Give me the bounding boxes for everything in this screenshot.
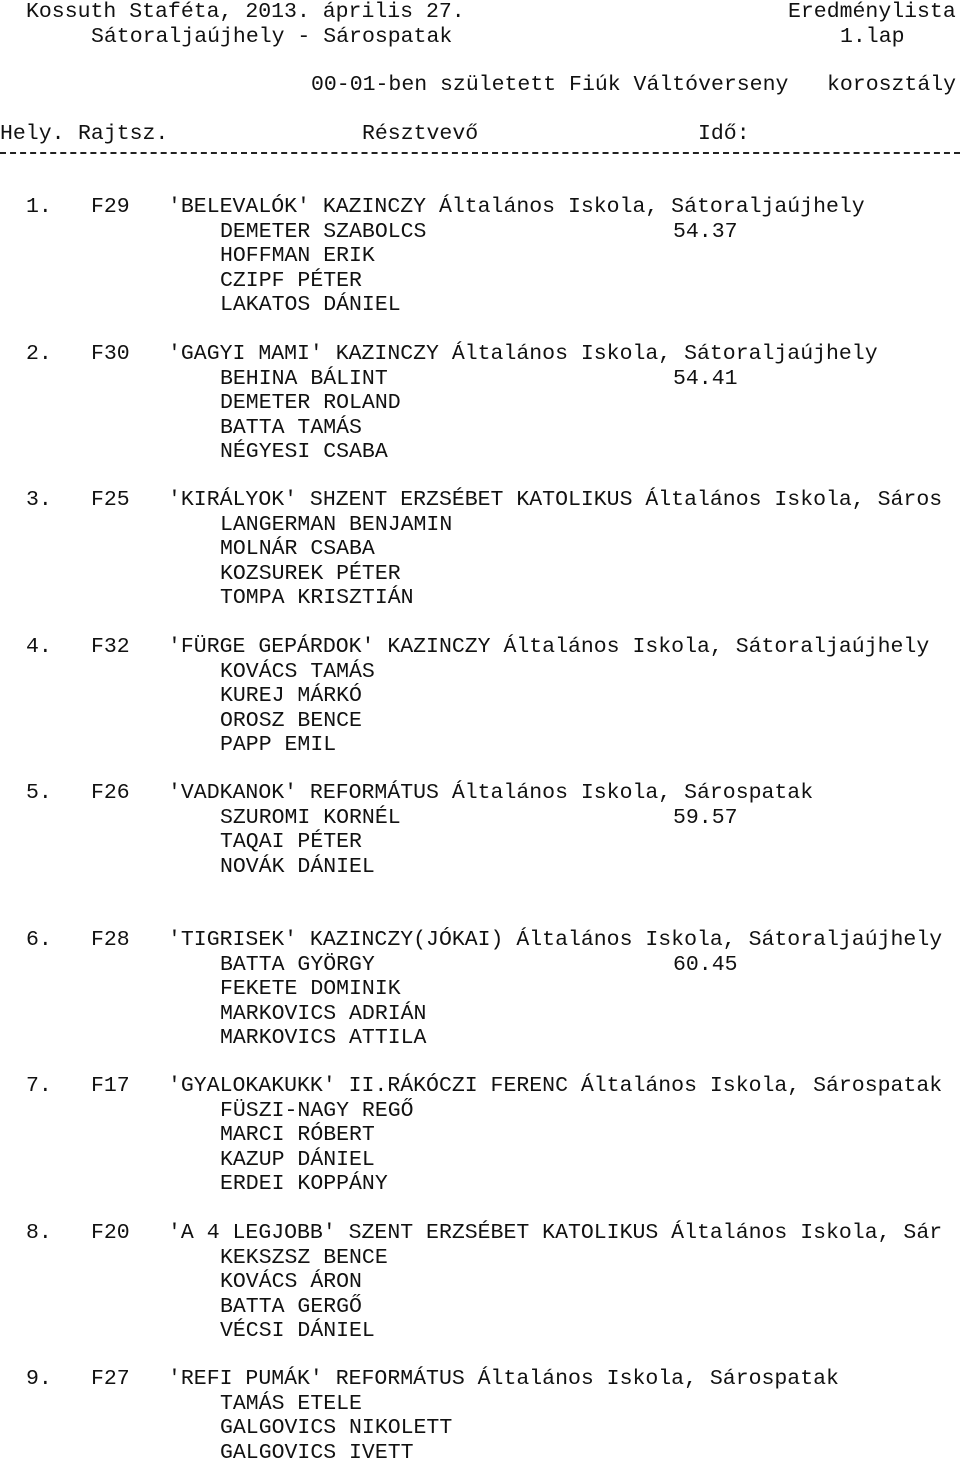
- member-name: PAPP EMIL: [220, 733, 337, 757]
- member-name: KEKSZSZ BENCE: [220, 1246, 388, 1270]
- header-separator: [0, 152, 960, 157]
- team-place: 4.: [26, 635, 52, 659]
- team-name: 'GYALOKAKUKK' II.RÁKÓCZI FERENC Általános Iskola, Sárospatak: [168, 1074, 943, 1098]
- member-name: NOVÁK DÁNIEL: [220, 855, 375, 879]
- member-name: BATTA TAMÁS: [220, 416, 362, 440]
- member-name: KOZSUREK PÉTER: [220, 562, 401, 586]
- category-title: 00-01-ben született Fiúk Váltóverseny: [311, 73, 789, 97]
- team-bib: F20: [91, 1221, 130, 1245]
- member-time: 59.57: [673, 806, 738, 830]
- team-place: 9.: [26, 1367, 52, 1391]
- member-name: DEMETER ROLAND: [220, 391, 401, 415]
- column-header-bib: Rajtsz.: [78, 122, 169, 146]
- member-name: BATTA GERGŐ: [220, 1295, 362, 1319]
- member-name: MARKOVICS ATTILA: [220, 1026, 427, 1050]
- team-bib: F25: [91, 488, 130, 512]
- member-name: TAMÁS ETELE: [220, 1392, 362, 1416]
- team-place: 1.: [26, 195, 52, 219]
- team-name: 'VADKANOK' REFORMÁTUS Általános Iskola, Sárospatak: [168, 781, 814, 805]
- member-name: VÉCSI DÁNIEL: [220, 1319, 375, 1343]
- team-name: 'REFI PUMÁK' REFORMÁTUS Általános Iskola, Sárospatak: [168, 1367, 839, 1391]
- team-place: 2.: [26, 342, 52, 366]
- team-bib: F17: [91, 1074, 130, 1098]
- member-name: TOMPA KRISZTIÁN: [220, 586, 414, 610]
- member-name: OROSZ BENCE: [220, 709, 362, 733]
- route: Sátoraljaújhely - Sárospatak: [91, 25, 453, 49]
- team-place: 6.: [26, 928, 52, 952]
- member-name: DEMETER SZABOLCS: [220, 220, 427, 244]
- event-title: Kossuth Staféta, 2013. április 27.: [26, 0, 465, 24]
- member-name: MARKOVICS ADRIÁN: [220, 1002, 427, 1026]
- team-bib: F32: [91, 635, 130, 659]
- column-header-place: Hely.: [0, 122, 65, 146]
- member-name: NÉGYESI CSABA: [220, 440, 388, 464]
- team-name: 'TIGRISEK' KAZINCZY(JÓKAI) Általános Iskola, Sátoraljaújhely: [168, 928, 943, 952]
- member-name: FEKETE DOMINIK: [220, 977, 401, 1001]
- team-name: 'FÜRGE GEPÁRDOK' KAZINCZY Általános Iskola, Sátoraljaújhely: [168, 635, 930, 659]
- page-number: 1.lap: [840, 25, 905, 49]
- team-name: 'GAGYI MAMI' KAZINCZY Általános Iskola, Sátoraljaújhely: [168, 342, 878, 366]
- document-type: Eredménylista: [788, 0, 956, 24]
- member-name: MARCI RÓBERT: [220, 1123, 375, 1147]
- column-header-participant: Résztvevő: [362, 122, 479, 146]
- team-place: 8.: [26, 1221, 52, 1245]
- team-bib: F30: [91, 342, 130, 366]
- team-place: 7.: [26, 1074, 52, 1098]
- member-time: 60.45: [673, 953, 738, 977]
- member-name: HOFFMAN ERIK: [220, 244, 375, 268]
- column-header-time: Idő:: [698, 122, 750, 146]
- team-name: 'A 4 LEGJOBB' SZENT ERZSÉBET KATOLIKUS Általános Iskola, Sár: [168, 1221, 943, 1245]
- member-name: KOVÁCS ÁRON: [220, 1270, 362, 1294]
- member-name: BATTA GYÖRGY: [220, 953, 375, 977]
- member-time: 54.37: [673, 220, 738, 244]
- team-bib: F27: [91, 1367, 130, 1391]
- member-name: GALGOVICS NIKOLETT: [220, 1416, 453, 1440]
- member-name: MOLNÁR CSABA: [220, 537, 375, 561]
- category-suffix: korosztály: [827, 73, 957, 97]
- team-bib: F26: [91, 781, 130, 805]
- member-name: GALGOVICS IVETT: [220, 1441, 414, 1465]
- member-name: ERDEI KOPPÁNY: [220, 1172, 388, 1196]
- team-place: 3.: [26, 488, 52, 512]
- member-time: 54.41: [673, 367, 738, 391]
- member-name: KAZUP DÁNIEL: [220, 1148, 375, 1172]
- member-name: KUREJ MÁRKÓ: [220, 684, 362, 708]
- team-bib: F28: [91, 928, 130, 952]
- team-place: 5.: [26, 781, 52, 805]
- team-name: 'BELEVALÓK' KAZINCZY Általános Iskola, Sátoraljaújhely: [168, 195, 865, 219]
- member-name: SZUROMI KORNÉL: [220, 806, 401, 830]
- member-name: BEHINA BÁLINT: [220, 367, 388, 391]
- member-name: FÜSZI-NAGY REGŐ: [220, 1099, 414, 1123]
- member-name: KOVÁCS TAMÁS: [220, 660, 375, 684]
- member-name: CZIPF PÉTER: [220, 269, 362, 293]
- member-name: LAKATOS DÁNIEL: [220, 293, 401, 317]
- team-name: 'KIRÁLYOK' SHZENT ERZSÉBET KATOLIKUS Általános Iskola, Sáros: [168, 488, 943, 512]
- team-bib: F29: [91, 195, 130, 219]
- member-name: TAQAI PÉTER: [220, 830, 362, 854]
- member-name: LANGERMAN BENJAMIN: [220, 513, 453, 537]
